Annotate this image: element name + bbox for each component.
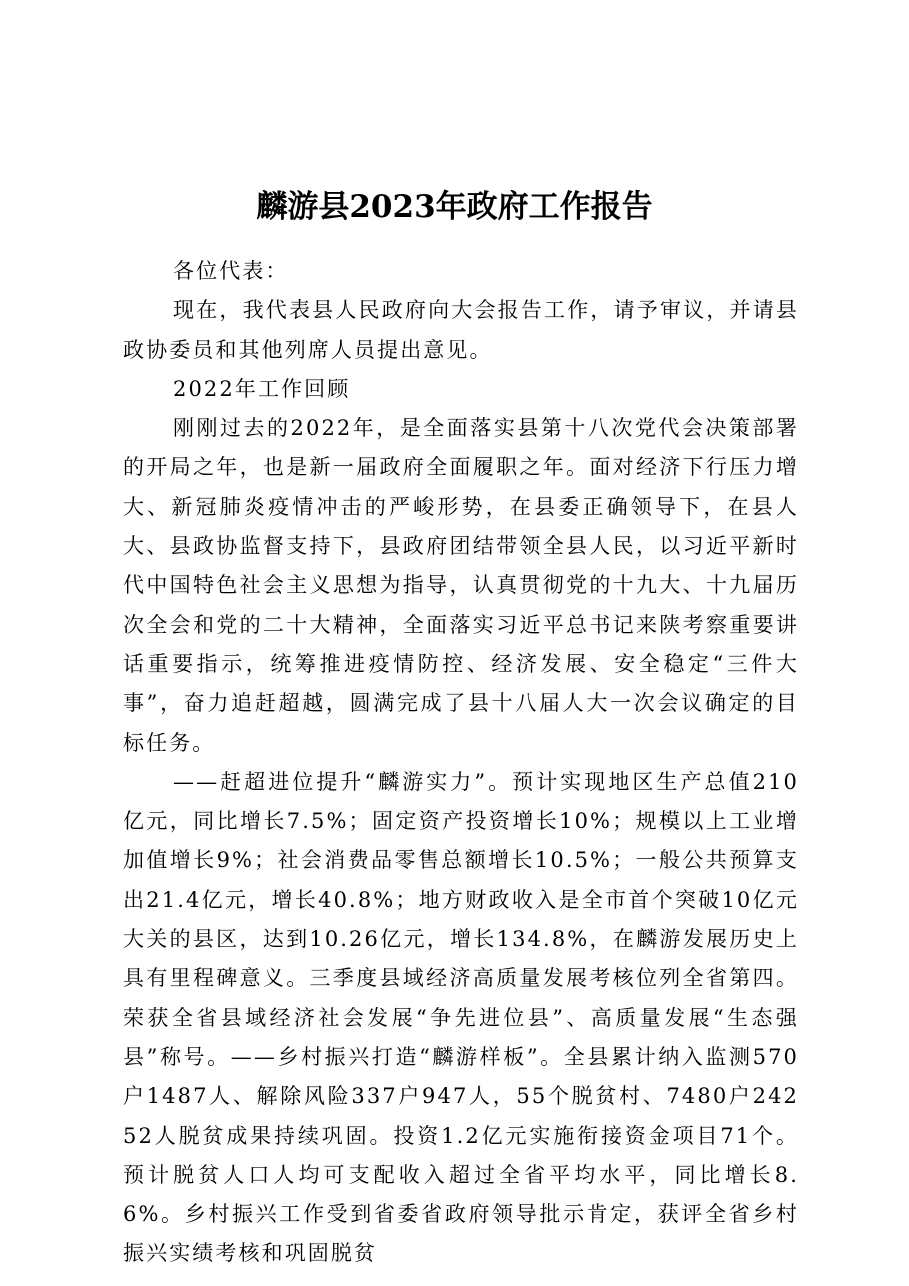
section-heading-2022-review: 2022年工作回顾	[173, 376, 351, 401]
achievements-paragraph: ——赶超进位提升“麟游实力”。预计实现地区生产总值210亿元，同比增长7.5%；固定资产投资增长10%；规模以上工业增加值增长9%；社会消费品零售总额增长10.5%；一般公共预算支出21.4亿元，增长40.8%；地方财政收入是全市首个突破10亿元大关的县区，达到10.26亿元，增长134.8%，在麟游发展历史上具有里程碑意义。三季度县域经济高质量发展考核位列全省第四。荣获全省县域经济社会发展“争先进位县”、高质量发展“生态强县”称号。——乡村振兴打造“麟游样板”。全县累计纳入监测570户1487人、解除风险337户947人，55个脱贫村、7480户24252人脱贫成果持续巩固。投资1.2亿元实施衔接资金项目71个。预计脱贫人口人均可支配收入超过全省平均水平，同比增长8.6%。乡村振兴工作受到省委省政府领导批示肯定，获评全省乡村振兴实绩考核和巩固脱贫	[123, 769, 799, 1266]
document-body	[123, 252, 799, 1274]
opening-paragraph: 现在，我代表县人民政府向大会报告工作，请予审议，并请县政协委员和其他列席人员提出意见。	[123, 298, 799, 362]
document-title: 麟游县2023年政府工作报告	[256, 188, 653, 225]
review-summary-paragraph: 刚刚过去的2022年，是全面落实县第十八次党代会决策部署的开局之年，也是新一届政府全面履职之年。面对经济下行压力增大、新冠肺炎疫情冲击的严峻形势，在县委正确领导下，在县人大、县政协监督支持下，县政府团结带领全县人民，以习近平新时代中国特色社会主义思想为指导，认真贯彻党的十九大、十九届历次全会和党的二十大精神，全面落实习近平总书记来陕考察重要讲话重要指示，统筹推进疫情防控、经济发展、安全稳定“三件大事”，奋力追赶超越，圆满完成了县十八届人大一次会议确定的目标任务。	[123, 416, 799, 755]
salutation-paragraph: 各位代表：	[173, 259, 289, 283]
